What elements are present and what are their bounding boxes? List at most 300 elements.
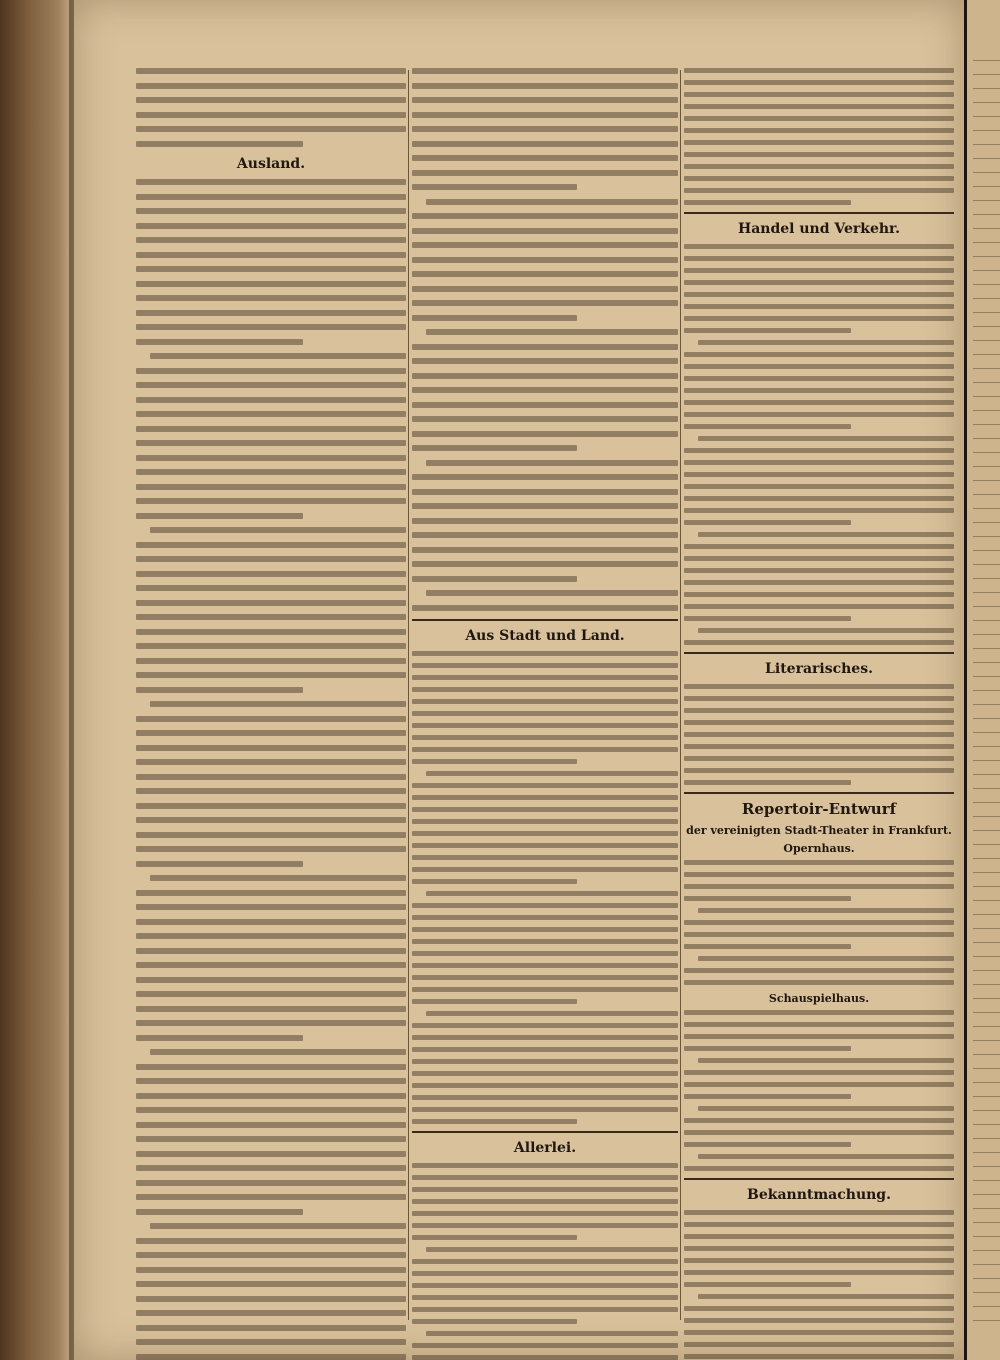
facing-page-line (973, 242, 1000, 243)
column-1 (136, 68, 406, 1322)
facing-page-line (973, 1208, 1000, 1209)
text-line (412, 344, 678, 350)
facing-page-line (973, 676, 1000, 677)
article-marktpreise (684, 244, 954, 645)
facing-page-line (973, 1278, 1000, 1279)
text-line (136, 716, 406, 722)
article-paris (684, 68, 954, 205)
text-line (426, 1331, 678, 1336)
facing-page-line (973, 228, 1000, 229)
facing-page-line (973, 1040, 1000, 1041)
facing-page-line (973, 1292, 1000, 1293)
facing-page-line (973, 354, 1000, 355)
article-ausland (136, 179, 406, 1360)
text-line (684, 128, 954, 133)
text-line (684, 268, 954, 273)
text-line (136, 1020, 406, 1026)
text-line (150, 1049, 406, 1055)
text-line (412, 1319, 577, 1324)
text-line (136, 730, 406, 736)
text-line (412, 242, 678, 248)
text-line (684, 352, 954, 357)
text-line (136, 1107, 406, 1113)
text-line (684, 116, 954, 121)
text-line (412, 951, 678, 956)
text-line (412, 518, 678, 524)
text-line (684, 80, 954, 85)
text-line (412, 213, 678, 219)
text-line (136, 556, 406, 562)
text-line (684, 640, 954, 645)
facing-page-line (973, 872, 1000, 873)
text-line (412, 1119, 577, 1124)
text-line (426, 1011, 678, 1016)
facing-page-line (973, 1138, 1000, 1139)
text-line (412, 783, 678, 788)
facing-page-line (973, 620, 1000, 621)
facing-page-line (973, 1306, 1000, 1307)
facing-page-line (973, 466, 1000, 467)
text-line (412, 1199, 678, 1204)
text-line (136, 368, 406, 374)
text-line (412, 1163, 678, 1168)
book-binding (0, 0, 74, 1360)
text-line (412, 402, 678, 408)
text-line (412, 547, 678, 553)
text-line (684, 720, 954, 725)
text-line (136, 498, 406, 504)
facing-page-line (973, 298, 1000, 299)
article-allerlei (412, 1163, 678, 1360)
text-line (412, 1307, 678, 1312)
text-line (136, 1339, 406, 1345)
text-line (684, 1166, 954, 1171)
text-line (412, 663, 678, 668)
text-line (412, 1223, 678, 1228)
text-line (412, 687, 678, 692)
facing-page-line (973, 1110, 1000, 1111)
text-line (684, 140, 954, 145)
text-line (412, 1175, 678, 1180)
text-line (412, 576, 577, 582)
facing-page-line (973, 732, 1000, 733)
text-line (136, 324, 406, 330)
text-line (684, 496, 954, 501)
text-line (136, 382, 406, 388)
text-line (426, 771, 678, 776)
text-line (150, 701, 406, 707)
text-line (136, 1194, 406, 1200)
text-line (136, 97, 406, 103)
text-line (136, 977, 406, 983)
text-line (684, 968, 954, 973)
text-line (684, 944, 851, 949)
facing-page-line (973, 550, 1000, 551)
text-line (412, 97, 678, 103)
text-line (684, 684, 954, 689)
text-line (412, 879, 577, 884)
facing-page-line (973, 970, 1000, 971)
text-line (412, 1071, 678, 1076)
heading-schauspielhaus: Schauspielhaus. (768, 992, 870, 1005)
text-line (136, 141, 303, 147)
facing-page-line (973, 326, 1000, 327)
text-line (136, 411, 406, 417)
text-line (684, 556, 954, 561)
text-line (684, 400, 954, 405)
text-line (684, 1222, 954, 1227)
text-line (426, 891, 678, 896)
text-line (684, 328, 851, 333)
heading-ausland: Ausland. (236, 156, 306, 172)
facing-page-line (973, 1264, 1000, 1265)
text-line (684, 460, 954, 465)
text-line (136, 455, 406, 461)
facing-page-line (973, 1320, 1000, 1321)
text-line (684, 92, 954, 97)
facing-page-line (973, 928, 1000, 929)
text-line (136, 83, 406, 89)
section-divider (412, 1131, 678, 1133)
text-line (684, 1342, 954, 1347)
text-line (136, 1064, 406, 1070)
heading-literarisches: Literarisches. (765, 661, 873, 677)
facing-page-line (973, 158, 1000, 159)
text-line (412, 1211, 678, 1216)
text-line (684, 1234, 954, 1239)
text-line (136, 194, 406, 200)
text-line (684, 508, 954, 513)
column-rule-1 (408, 70, 409, 1320)
text-line (684, 1022, 954, 1027)
text-line (136, 846, 406, 852)
text-line (698, 628, 954, 633)
text-line (684, 1258, 954, 1263)
text-line (136, 600, 406, 606)
article-literarisches (684, 684, 954, 785)
text-line (412, 141, 678, 147)
text-line (136, 397, 406, 403)
text-line (136, 571, 406, 577)
text-line (684, 1070, 954, 1075)
text-line (136, 687, 303, 693)
facing-page-edge (964, 0, 1000, 1360)
text-line (412, 170, 678, 176)
text-line (412, 963, 678, 968)
text-line (684, 1094, 851, 1099)
text-line (684, 744, 954, 749)
text-line (136, 817, 406, 823)
column-rule-2 (680, 70, 681, 1320)
text-line (684, 1130, 954, 1135)
text-line (412, 532, 678, 538)
facing-page-line (973, 424, 1000, 425)
text-line (684, 280, 954, 285)
facing-page-line (973, 1180, 1000, 1181)
text-line (684, 932, 954, 937)
text-line (684, 708, 954, 713)
text-line (684, 544, 954, 549)
text-line (684, 756, 954, 761)
text-line (684, 364, 954, 369)
text-line (136, 991, 406, 997)
text-line (412, 1235, 577, 1240)
text-line (412, 903, 678, 908)
text-line (412, 184, 577, 190)
facing-page-line (973, 578, 1000, 579)
column-2 (412, 68, 678, 1322)
text-line (684, 1034, 954, 1039)
section-divider (684, 652, 954, 654)
text-line (136, 1136, 406, 1142)
text-line (136, 1267, 406, 1273)
text-line (136, 310, 406, 316)
text-line (426, 329, 678, 335)
text-line (136, 1296, 406, 1302)
facing-page-line (973, 186, 1000, 187)
text-line (136, 1006, 406, 1012)
facing-page-line (973, 256, 1000, 257)
text-line (412, 1047, 678, 1052)
text-line (136, 861, 303, 867)
facing-page-line (973, 396, 1000, 397)
facing-page-line (973, 382, 1000, 383)
facing-page-line (973, 704, 1000, 705)
text-line (136, 585, 406, 591)
text-line (136, 179, 406, 185)
text-line (136, 266, 406, 272)
text-line (684, 424, 851, 429)
text-line (684, 696, 954, 701)
facing-page-line (973, 984, 1000, 985)
text-line (412, 1355, 678, 1360)
text-line (684, 1318, 954, 1323)
text-line (412, 759, 577, 764)
text-line (412, 735, 678, 740)
facing-page-line (973, 942, 1000, 943)
text-line (426, 460, 678, 466)
text-line (412, 445, 577, 451)
text-line (412, 83, 678, 89)
text-line (412, 503, 678, 509)
facing-page-line (973, 606, 1000, 607)
facing-page-line (973, 1054, 1000, 1055)
text-line (136, 948, 406, 954)
facing-page-line (973, 1166, 1000, 1167)
facing-page-line (973, 844, 1000, 845)
facing-page-line (973, 760, 1000, 761)
facing-page-line (973, 788, 1000, 789)
text-line (412, 271, 678, 277)
facing-page-line (973, 998, 1000, 999)
text-line (412, 795, 678, 800)
text-line (412, 819, 678, 824)
text-line (698, 1058, 954, 1063)
facing-page-line (973, 1124, 1000, 1125)
text-line (136, 788, 406, 794)
text-line (136, 1122, 406, 1128)
text-line (412, 1095, 678, 1100)
facing-page-line (973, 900, 1000, 901)
text-line (684, 1282, 851, 1287)
text-line (136, 1151, 406, 1157)
text-line (136, 1281, 406, 1287)
text-line (684, 872, 954, 877)
text-line (412, 855, 678, 860)
text-line (412, 807, 678, 812)
text-line (136, 281, 406, 287)
text-line (136, 469, 406, 475)
text-line (136, 1252, 406, 1258)
text-line (684, 200, 851, 205)
article-rumaenien-afrika (412, 68, 678, 611)
text-line (136, 126, 406, 132)
text-line (412, 561, 678, 567)
text-line (136, 614, 406, 620)
text-line (412, 867, 678, 872)
facing-page-line (973, 830, 1000, 831)
text-line (698, 340, 954, 345)
facing-page-line (973, 662, 1000, 663)
facing-page-line (973, 816, 1000, 817)
text-line (684, 592, 954, 597)
text-line (136, 1209, 303, 1215)
text-line (412, 1271, 678, 1276)
facing-page-line (973, 956, 1000, 957)
text-line (412, 155, 678, 161)
text-line (684, 1142, 851, 1147)
facing-page-line (973, 130, 1000, 131)
text-line (684, 1010, 954, 1015)
text-line (684, 732, 954, 737)
heading-opernhaus: Opernhaus. (783, 842, 855, 855)
facing-page-line (973, 340, 1000, 341)
text-line (136, 68, 406, 74)
text-line (684, 388, 954, 393)
text-line (136, 1354, 406, 1360)
facing-page-line (973, 102, 1000, 103)
facing-page-line (973, 1026, 1000, 1027)
facing-page-line (973, 60, 1000, 61)
facing-page-line (973, 200, 1000, 201)
text-line (136, 513, 303, 519)
heading-allerlei: Allerlei. (513, 1140, 577, 1156)
facing-page-line (973, 312, 1000, 313)
facing-page-line (973, 452, 1000, 453)
text-line (684, 1354, 954, 1359)
facing-page-line (973, 802, 1000, 803)
text-line (698, 532, 954, 537)
text-line (684, 164, 954, 169)
text-line (412, 1107, 678, 1112)
text-line (698, 908, 954, 913)
facing-page-line (973, 144, 1000, 145)
heading-bekanntmachung: Bekanntmachung. (747, 1187, 891, 1203)
text-line (150, 1223, 406, 1229)
text-line (684, 1330, 954, 1335)
facing-page-line (973, 284, 1000, 285)
facing-page-line (973, 88, 1000, 89)
text-line (684, 376, 954, 381)
text-line (136, 1165, 406, 1171)
facing-page-line (973, 368, 1000, 369)
text-line (136, 643, 406, 649)
text-line (136, 774, 406, 780)
text-line (684, 304, 954, 309)
text-line (150, 875, 406, 881)
text-line (136, 672, 406, 678)
text-line (698, 1106, 954, 1111)
facing-page-line (973, 592, 1000, 593)
text-line (412, 831, 678, 836)
text-line (684, 1210, 954, 1215)
text-line (412, 723, 678, 728)
facing-page-line (973, 410, 1000, 411)
facing-page-line (973, 480, 1000, 481)
facing-page-line (973, 1012, 1000, 1013)
text-line (684, 472, 954, 477)
text-line (684, 896, 851, 901)
text-line (412, 699, 678, 704)
text-line (412, 1187, 678, 1192)
facing-page-line (973, 774, 1000, 775)
text-line (136, 223, 406, 229)
facing-page-line (973, 914, 1000, 915)
text-line (412, 358, 678, 364)
facing-page-line (973, 508, 1000, 509)
text-line (150, 527, 406, 533)
text-line (412, 1283, 678, 1288)
text-line (684, 412, 954, 417)
facing-page-line (973, 648, 1000, 649)
text-line (426, 199, 678, 205)
facing-page-line (973, 1096, 1000, 1097)
facing-page-line (973, 1194, 1000, 1195)
facing-page-line (973, 74, 1000, 75)
text-line (136, 484, 406, 490)
text-line (412, 675, 678, 680)
heading-repertoir-entwurf: Repertoir-Entwurf (741, 800, 897, 818)
text-line (136, 803, 406, 809)
text-line (684, 884, 954, 889)
text-line (684, 68, 954, 73)
text-line (412, 605, 678, 611)
text-line (412, 987, 678, 992)
text-line (412, 416, 678, 422)
text-line (426, 1247, 678, 1252)
text-line (412, 711, 678, 716)
facing-page-line (973, 718, 1000, 719)
facing-page-line (973, 270, 1000, 271)
facing-page-line (973, 1236, 1000, 1237)
article-bekanntmachung (684, 1210, 954, 1360)
text-line (136, 542, 406, 548)
facing-page-line (973, 522, 1000, 523)
text-line (136, 426, 406, 432)
text-line (412, 915, 678, 920)
facing-page-line (973, 746, 1000, 747)
text-line (684, 244, 954, 249)
facing-page-line (973, 1222, 1000, 1223)
text-line (412, 474, 678, 480)
text-line (412, 489, 678, 495)
facing-page-line (973, 116, 1000, 117)
facing-page-line (973, 438, 1000, 439)
facing-page-line (973, 1250, 1000, 1251)
text-line (684, 616, 851, 621)
facing-page-line (973, 564, 1000, 565)
section-divider (684, 792, 954, 794)
